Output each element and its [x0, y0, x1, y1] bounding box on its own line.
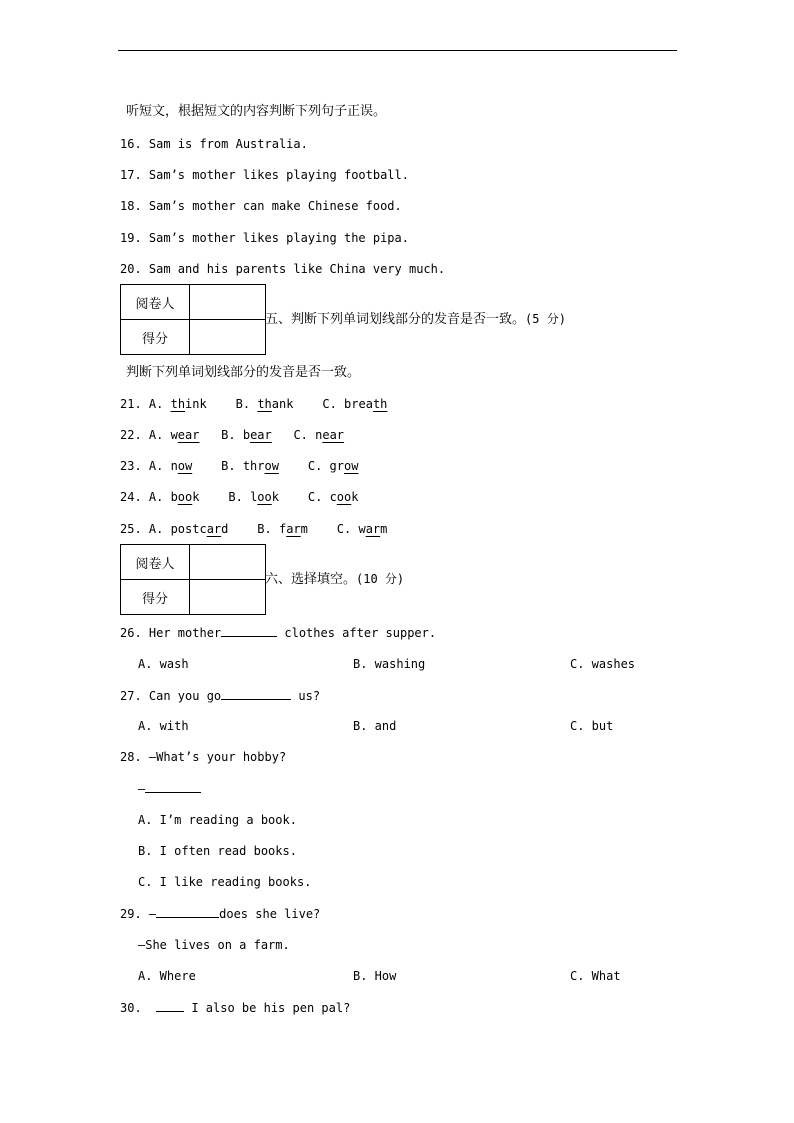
- option-27a[interactable]: A. with: [138, 719, 189, 733]
- section5-title: 五、判断下列单词划线部分的发音是否一致。(5 分): [265, 312, 566, 327]
- option-29b[interactable]: B. How: [353, 969, 397, 983]
- score-label: 得分: [121, 580, 190, 615]
- answer-blank[interactable]: [145, 780, 201, 793]
- score-cell[interactable]: [190, 580, 266, 615]
- reviewer-cell[interactable]: [190, 545, 266, 580]
- question-30: 30. I also be his pen pal?: [120, 1001, 351, 1015]
- question-29: 29. — does she live?: [120, 907, 321, 921]
- answer-blank[interactable]: [156, 999, 184, 1012]
- section6-title: 六、选择填空。(10 分): [265, 572, 405, 587]
- question-25: 25. A. postcard B. farm C. warm: [120, 522, 388, 536]
- option-28c[interactable]: C. I like reading books.: [138, 875, 312, 889]
- option-26c[interactable]: C. washes: [570, 657, 636, 671]
- question-27: 27. Can you go us?: [120, 689, 321, 703]
- question-20: 20. Sam and his parents like China very much.: [120, 262, 446, 276]
- answer-blank[interactable]: [221, 687, 291, 700]
- header-rule: [118, 50, 677, 51]
- score-box-section5: [120, 284, 266, 355]
- option-27c[interactable]: C. but: [570, 719, 614, 733]
- reviewer-label: 阅卷人: [121, 545, 190, 580]
- question-18: 18. Sam’s mother can make Chinese food.: [120, 199, 402, 213]
- option-28b[interactable]: B. I often read books.: [138, 844, 297, 858]
- question-28: 28. —What’s your hobby?: [120, 750, 287, 764]
- option-26b[interactable]: B. washing: [353, 657, 426, 671]
- option-29a[interactable]: A. Where: [138, 969, 196, 983]
- question-23: 23. A. now B. throw C. grow: [120, 459, 359, 473]
- option-27b[interactable]: B. and: [353, 719, 397, 733]
- score-label: 得分: [121, 320, 190, 355]
- reply-29: —She lives on a farm.: [138, 938, 290, 952]
- option-29c[interactable]: C. What: [570, 969, 621, 983]
- answer-line-28: —: [138, 780, 201, 797]
- listening-instruction: 听短文，根据短文的内容判断下列句子正误。: [126, 104, 387, 119]
- section5-instruction: 判断下列单词划线部分的发音是否一致。: [126, 365, 361, 380]
- score-box-section6: [120, 544, 266, 615]
- reviewer-label: 阅卷人: [121, 285, 190, 320]
- question-19: 19. Sam’s mother likes playing the pipa.: [120, 231, 409, 245]
- question-16: 16. Sam is from Australia.: [120, 137, 308, 151]
- score-cell[interactable]: [190, 320, 266, 355]
- answer-blank[interactable]: [156, 905, 219, 918]
- option-28a[interactable]: A. I’m reading a book.: [138, 813, 297, 827]
- question-17: 17. Sam’s mother likes playing football.: [120, 168, 409, 182]
- option-26a[interactable]: A. wash: [138, 657, 189, 671]
- question-21: 21. A. think B. thank C. breath: [120, 397, 388, 411]
- question-24: 24. A. book B. look C. cook: [120, 490, 359, 504]
- question-26: 26. Her mother clothes after supper.: [120, 626, 437, 640]
- question-22: 22. A. wear B. bear C. near: [120, 428, 345, 442]
- answer-blank[interactable]: [221, 624, 277, 637]
- reviewer-cell[interactable]: [190, 285, 266, 320]
